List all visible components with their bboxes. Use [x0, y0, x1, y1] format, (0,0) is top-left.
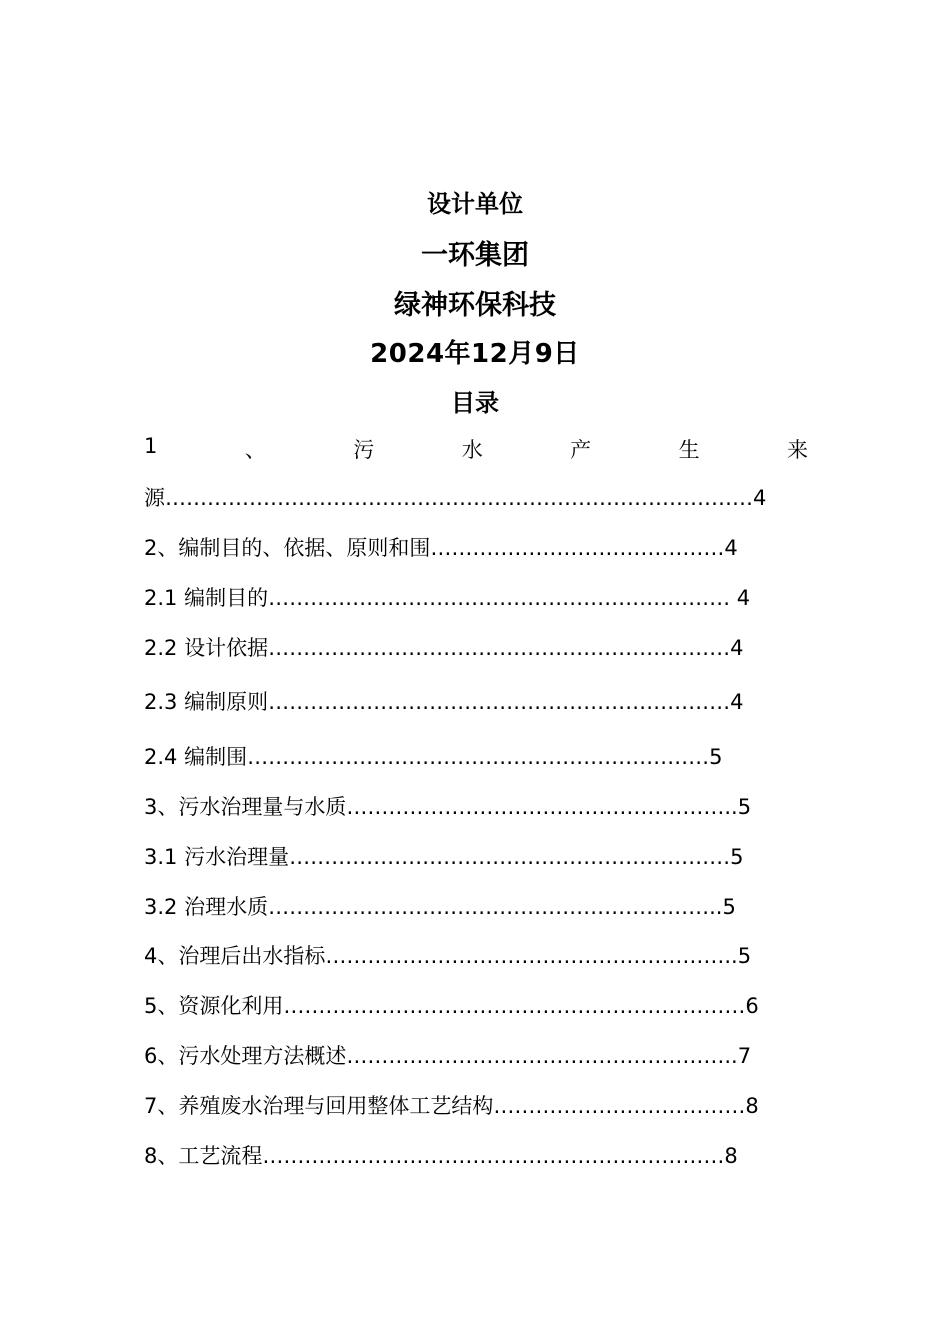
toc-entry-1-char: 产: [570, 438, 592, 462]
toc-page-number: 4: [730, 636, 744, 660]
toc-entry-text: 源: [144, 486, 165, 510]
toc-entry-text: 2.4 编制围: [144, 745, 248, 769]
toc-page-number: 5: [737, 944, 752, 968]
toc-page-number: 8: [724, 1144, 738, 1168]
toc-entry-1-char: 、: [244, 438, 266, 462]
toc-leader-dots: …………………………………………………………: [262, 1144, 725, 1168]
toc-entry[interactable]: [144, 584, 750, 612]
toc-title: 目录: [451, 389, 499, 417]
toc-entry[interactable]: [144, 688, 743, 716]
toc-page-number: 5: [709, 745, 723, 769]
toc-leader-dots: …………………………………………………..: [325, 944, 738, 968]
toc-page-number: 8: [745, 1094, 759, 1118]
toc-leader-dots: ………………………………………………………..: [268, 895, 723, 919]
toc-page-number: 5: [722, 895, 736, 919]
toc-leader-dots: …………………………………………………………: [268, 636, 731, 660]
toc-page-number: 4: [753, 486, 767, 510]
toc-entry[interactable]: [144, 942, 751, 970]
toc-leader-dots: …………………………………………………………: [268, 690, 731, 714]
toc-entry[interactable]: [144, 992, 759, 1020]
toc-entry-1-char: 1: [144, 434, 158, 458]
toc-entry-text: 2.1 编制目的: [144, 586, 269, 610]
toc-page-number: 5: [737, 795, 752, 819]
toc-entry[interactable]: [144, 1042, 751, 1070]
toc-entry-text: 8、工艺流程: [144, 1144, 263, 1168]
toc-entry[interactable]: [144, 534, 738, 562]
toc-entry-1-heading: [144, 434, 808, 464]
toc-page-number: 4: [724, 536, 738, 560]
toc-entry[interactable]: [144, 1142, 738, 1170]
toc-entry[interactable]: [144, 1092, 759, 1120]
company-name: 绿神环保科技: [394, 290, 556, 321]
toc-leader-dots: …………………………………………………………: [268, 586, 731, 610]
toc-entry[interactable]: [144, 743, 722, 771]
toc-entry[interactable]: [144, 793, 751, 821]
design-unit-label: 设计单位: [427, 190, 523, 218]
toc-entry[interactable]: [144, 484, 766, 512]
toc-leader-dots: ………………………………………………..: [346, 1044, 738, 1068]
toc-entry-1-char: 水: [461, 438, 483, 462]
toc-entry-text: 7、养殖废水治理与回用整体工艺结构: [144, 1094, 494, 1118]
toc-entry[interactable]: [144, 843, 743, 871]
toc-leader-dots: …………………………………………………………: [247, 745, 710, 769]
group-name: 一环集团: [421, 240, 529, 271]
toc-leader-dots: ………………………………………………………: [289, 845, 731, 869]
toc-leader-dots: ……………………………………: [430, 536, 725, 560]
toc-page-number: 5: [730, 845, 744, 869]
toc-leader-dots: ………………………………: [493, 1094, 746, 1118]
toc-entry[interactable]: [144, 893, 736, 921]
toc-entry-1-char: 污: [353, 438, 375, 462]
toc-entry-text: 6、污水处理方法概述: [144, 1044, 347, 1068]
toc-page-number: 6: [745, 994, 759, 1018]
toc-entry[interactable]: [144, 634, 743, 662]
toc-entry-text: 3、污水治理量与水质: [144, 795, 347, 819]
toc-entry-1-char: 生: [678, 438, 700, 462]
document-date: 2024年12月9日: [370, 339, 580, 369]
toc-entry-text: 4、治理后出水指标: [144, 944, 326, 968]
toc-entry-text: 5、资源化利用: [144, 994, 284, 1018]
toc-page-number: 4: [730, 690, 744, 714]
toc-leader-dots: …………………………………………………………: [283, 994, 746, 1018]
toc-entry-text: 3.1 污水治理量: [144, 845, 290, 869]
toc-leader-dots: …………………………………………………………………………: [165, 486, 753, 510]
toc-entry-text: 2、编制目的、依据、原则和围: [144, 536, 431, 560]
toc-page-number: 4: [730, 586, 751, 610]
toc-entry-text: 3.2 治理水质: [144, 895, 269, 919]
toc-page-number: 7: [737, 1044, 752, 1068]
toc-leader-dots: ………………………………………………..: [346, 795, 738, 819]
toc-entry-1-char: 来: [787, 438, 808, 462]
toc-entry-text: 2.2 设计依据: [144, 636, 269, 660]
toc-entry-text: 2.3 编制原则: [144, 690, 269, 714]
